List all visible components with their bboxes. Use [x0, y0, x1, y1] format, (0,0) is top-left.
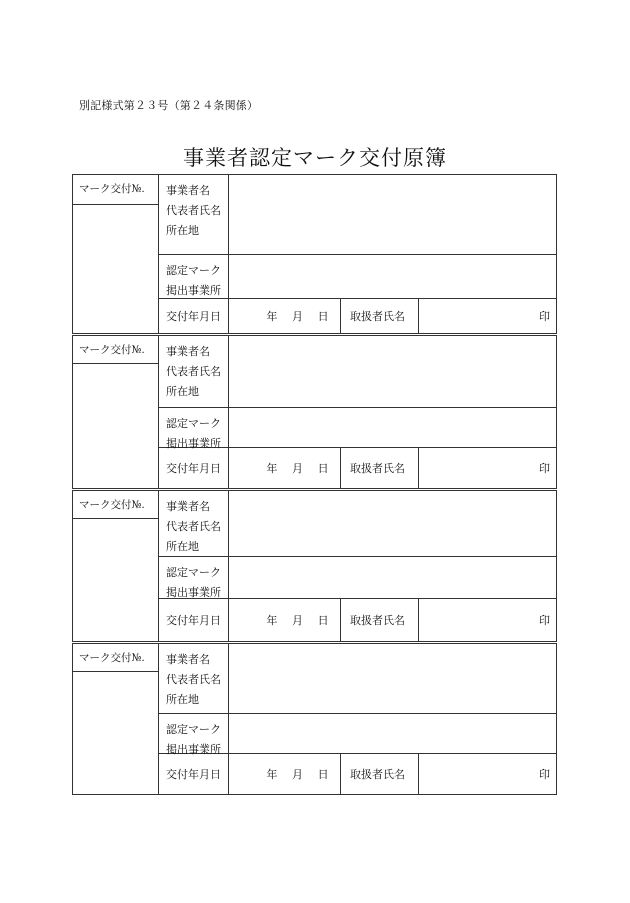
business-info-label [159, 336, 229, 408]
form-reference: 別記様式第２３号（第２４条関係） [79, 99, 259, 112]
mark-no-field[interactable] [73, 205, 159, 333]
cert-mark-office-label [159, 714, 229, 754]
handler-label: 取扱者氏名 [341, 448, 419, 488]
day-label: 日 [317, 768, 329, 781]
representative-label: 代表者氏名 [166, 365, 221, 378]
document-title: 事業者認定マーク交付原簿 [183, 146, 447, 170]
business-info-label [159, 644, 229, 714]
business-info-label [159, 175, 229, 255]
month-label: 月 [291, 462, 303, 475]
cert-mark-label: 認定マーク [166, 264, 221, 277]
year-label: 年 [266, 310, 278, 323]
year-label: 年 [266, 768, 278, 781]
representative-label: 代表者氏名 [166, 204, 221, 217]
handler-field[interactable] [419, 754, 556, 794]
mark-no-label: マーク交付№. [73, 491, 159, 519]
business-info-field[interactable] [229, 491, 556, 557]
cert-mark-label: 認定マーク [166, 417, 221, 430]
mark-no-field[interactable] [73, 364, 159, 488]
handler-field[interactable] [419, 448, 556, 488]
cert-mark-office-label [159, 557, 229, 599]
issue-date-label: 交付年月日 [159, 299, 229, 333]
day-label: 日 [317, 614, 329, 627]
mark-no-label: マーク交付№. [73, 175, 159, 205]
business-info-field[interactable] [229, 175, 556, 255]
register-table [72, 174, 557, 795]
representative-label: 代表者氏名 [166, 673, 221, 686]
register-entry [72, 490, 557, 642]
posting-office-label: 掲出事業所 [166, 284, 221, 297]
issue-date-field[interactable] [229, 448, 341, 488]
handler-label: 取扱者氏名 [341, 754, 419, 794]
issue-date-label: 交付年月日 [159, 448, 229, 488]
business-info-field[interactable] [229, 644, 556, 714]
day-label: 日 [317, 310, 329, 323]
issue-date-label: 交付年月日 [159, 754, 229, 794]
handler-field[interactable] [419, 299, 556, 333]
address-label: 所在地 [166, 385, 199, 398]
address-label: 所在地 [166, 540, 199, 553]
posting-office-label: 掲出事業所 [166, 586, 221, 599]
business-name-label: 事業者名 [166, 345, 210, 358]
register-entry [72, 174, 557, 334]
business-name-label: 事業者名 [166, 500, 210, 513]
posting-office-field[interactable] [229, 255, 556, 299]
issue-date-label: 交付年月日 [159, 599, 229, 641]
seal-mark: 印 [539, 614, 550, 627]
posting-office-field[interactable] [229, 557, 556, 599]
issue-date-field[interactable] [229, 754, 341, 794]
month-label: 月 [291, 310, 303, 323]
seal-mark: 印 [539, 310, 550, 323]
handler-label: 取扱者氏名 [341, 599, 419, 641]
business-info-field[interactable] [229, 336, 556, 408]
issue-date-field[interactable] [229, 599, 341, 641]
business-info-label [159, 491, 229, 557]
representative-label: 代表者氏名 [166, 520, 221, 533]
seal-mark: 印 [539, 768, 550, 781]
register-entry [72, 335, 557, 489]
month-label: 月 [291, 768, 303, 781]
seal-mark: 印 [539, 462, 550, 475]
posting-office-label: 掲出事業所 [166, 743, 221, 756]
year-label: 年 [266, 614, 278, 627]
business-name-label: 事業者名 [166, 184, 210, 197]
handler-field[interactable] [419, 599, 556, 641]
register-entry [72, 643, 557, 795]
address-label: 所在地 [166, 224, 199, 237]
day-label: 日 [317, 462, 329, 475]
month-label: 月 [291, 614, 303, 627]
cert-mark-label: 認定マーク [166, 566, 221, 579]
business-name-label: 事業者名 [166, 653, 210, 666]
posting-office-field[interactable] [229, 714, 556, 754]
cert-mark-office-label [159, 255, 229, 299]
posting-office-field[interactable] [229, 408, 556, 448]
year-label: 年 [266, 462, 278, 475]
handler-label: 取扱者氏名 [341, 299, 419, 333]
issue-date-field[interactable] [229, 299, 341, 333]
cert-mark-office-label [159, 408, 229, 448]
cert-mark-label: 認定マーク [166, 723, 221, 736]
mark-no-field[interactable] [73, 519, 159, 641]
posting-office-label: 掲出事業所 [166, 437, 221, 450]
mark-no-field[interactable] [73, 672, 159, 794]
mark-no-label: マーク交付№. [73, 644, 159, 672]
mark-no-label: マーク交付№. [73, 336, 159, 364]
address-label: 所在地 [166, 693, 199, 706]
